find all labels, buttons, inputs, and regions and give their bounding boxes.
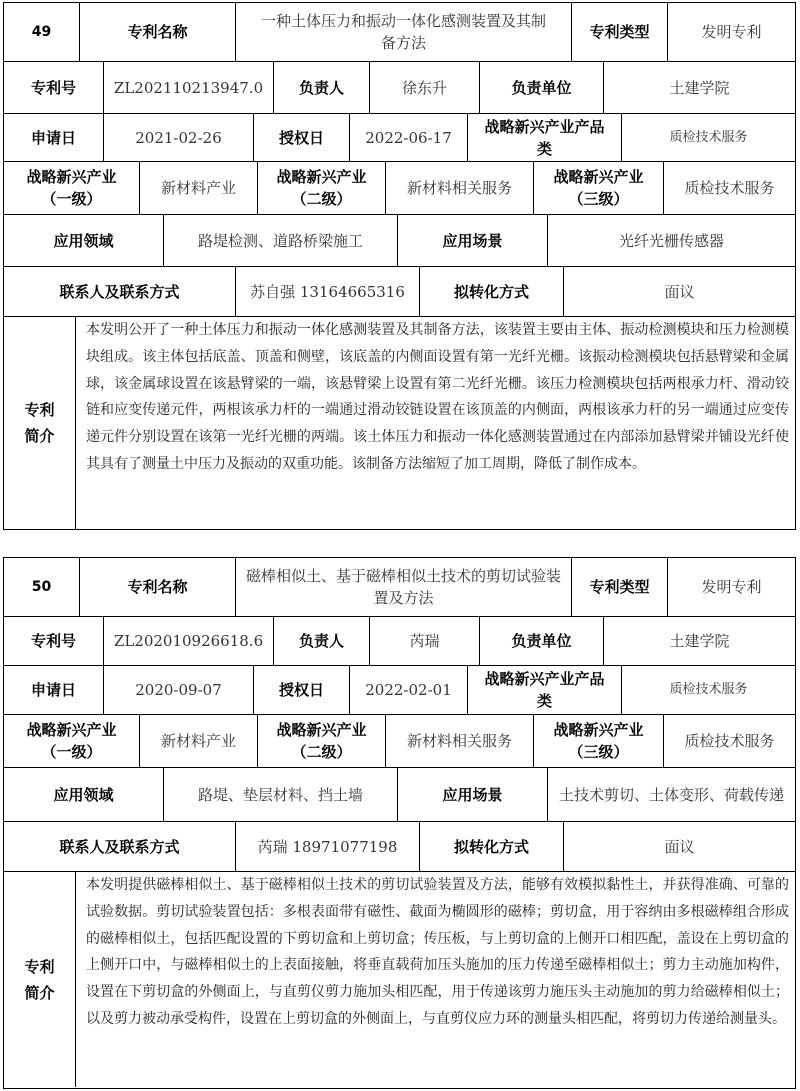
number-label: 专利号 bbox=[4, 617, 104, 665]
industry-product-label: 战略新兴产业产品类 bbox=[468, 666, 622, 714]
number-label: 专利号 bbox=[4, 62, 104, 113]
industry-l1-label-a: 战略新兴产业 bbox=[26, 168, 117, 186]
industry-l3-label bbox=[534, 715, 664, 767]
patent-name: 一种土体压力和振动一体化感测装置及其制备方法 bbox=[236, 3, 572, 61]
contact-info: 苏自强 13164665316 bbox=[236, 267, 420, 316]
patent-owner: 徐东升 bbox=[370, 62, 480, 113]
intro-label-b: 简介 bbox=[24, 427, 55, 445]
industry-l2: 新材料相关服务 bbox=[386, 715, 534, 767]
industry-l1: 新材料产业 bbox=[140, 715, 258, 767]
type-label: 专利类型 bbox=[572, 558, 668, 616]
name-label: 专利名称 bbox=[80, 558, 236, 616]
scene-label: 应用场景 bbox=[398, 215, 548, 266]
grant-date-label: 授权日 bbox=[254, 666, 350, 714]
patent-number: ZL202110213947.0 bbox=[104, 62, 274, 113]
patent-intro: 本发明公开了一种土体压力和振动一体化感测装置及其制备方法，该装置主要由主体、振动检测模块和压力检测模块组成。该主体包括底盖、顶盖和侧壁，该底盖的内侧面设置有第一光纤光栅。该振动检测模块包括悬臂梁和金属球，该金属球设置在该悬臂梁的一端，该悬臂梁上设置有第二光纤光栅。该压力检测模块包括两根承力杆、滑动铰链和应变传递元件，两根该承力杆的一端通过滑动铰链设置在该顶盖的内侧面，两根该承力杆的另一端通过应变传递元件分别设置在该第一光纤光栅的两端。该土体压力和振动一体化感测装置通过在内部添加悬臂梁并铺设光纤使其具有了测量土中压力及振动的双重功能。该制备方法缩短了加工周期，降低了制作成本。 bbox=[86, 322, 789, 472]
industry-l3-label-b: （三级） bbox=[568, 743, 629, 761]
grant-date: 2022-06-17 bbox=[350, 114, 468, 161]
industry-l3-label-a: 战略新兴产业 bbox=[553, 168, 644, 186]
transfer-label: 拟转化方式 bbox=[420, 822, 564, 871]
field-row bbox=[4, 768, 795, 822]
industry-product: 质检技术服务 bbox=[669, 129, 748, 145]
number-row bbox=[4, 62, 795, 114]
industry-l2-label-a: 战略新兴产业 bbox=[276, 721, 367, 739]
intro-row bbox=[4, 872, 795, 1087]
apply-date: 2020-09-07 bbox=[104, 666, 254, 714]
field-row bbox=[4, 215, 795, 267]
intro-label-a: 专利 bbox=[24, 957, 55, 976]
contact-label: 联系人及联系方式 bbox=[4, 267, 236, 316]
date-row bbox=[4, 666, 795, 715]
name-label: 专利名称 bbox=[80, 3, 236, 61]
contact-row bbox=[4, 822, 795, 872]
intro-label bbox=[4, 317, 76, 529]
owner-label: 负责人 bbox=[274, 617, 370, 665]
application-field: 路堤检测、道路桥梁施工 bbox=[164, 215, 398, 266]
patent-type: 发明专利 bbox=[701, 578, 762, 596]
scene-label: 应用场景 bbox=[398, 768, 548, 821]
title-row bbox=[4, 558, 795, 617]
industry-l2-label-b: （二级） bbox=[291, 743, 352, 761]
patent-unit: 土建学院 bbox=[669, 632, 730, 650]
apply-date-label: 申请日 bbox=[4, 666, 104, 714]
industry-l3: 质检技术服务 bbox=[684, 732, 775, 750]
unit-label: 负责单位 bbox=[480, 617, 604, 665]
type-label: 专利类型 bbox=[572, 3, 668, 61]
industry-l3: 质检技术服务 bbox=[684, 179, 775, 197]
industry-l2-label bbox=[258, 715, 386, 767]
industry-l1-label bbox=[4, 162, 140, 214]
industry-l1-label bbox=[4, 715, 140, 767]
industry-product: 质检技术服务 bbox=[669, 682, 748, 697]
field-label: 应用领域 bbox=[4, 215, 164, 266]
patent-card-50 bbox=[3, 557, 796, 1089]
industry-row bbox=[4, 715, 795, 768]
transfer-method: 面议 bbox=[664, 837, 695, 856]
application-scene: 土技术剪切、土体变形、荷载传递 bbox=[558, 785, 784, 804]
industry-l1-label-a: 战略新兴产业 bbox=[26, 721, 117, 739]
industry-l3-label-a: 战略新兴产业 bbox=[553, 721, 644, 739]
transfer-label: 拟转化方式 bbox=[420, 267, 564, 316]
industry-l1-label-b: （一级） bbox=[41, 190, 102, 208]
intro-label-b: 简介 bbox=[24, 983, 55, 1002]
industry-row bbox=[4, 162, 795, 215]
industry-l1-label-b: （一级） bbox=[41, 743, 102, 761]
industry-l3-label bbox=[534, 162, 664, 214]
patent-index: 50 bbox=[4, 558, 80, 616]
patent-number: ZL202010926618.6 bbox=[104, 617, 274, 665]
apply-date-label: 申请日 bbox=[4, 114, 104, 161]
patent-index: 49 bbox=[4, 3, 80, 61]
industry-l2-label bbox=[258, 162, 386, 214]
industry-l2-label-b: （二级） bbox=[291, 190, 352, 208]
owner-label: 负责人 bbox=[274, 62, 370, 113]
industry-l3-label-b: （三级） bbox=[568, 190, 629, 208]
contact-info: 芮瑞 18971077198 bbox=[236, 822, 420, 871]
application-scene: 光纤光栅传感器 bbox=[618, 231, 724, 250]
industry-product-label: 战略新兴产业产品类 bbox=[468, 114, 622, 161]
field-label: 应用领域 bbox=[4, 768, 164, 821]
patent-intro: 本发明提供磁棒相似土、基于磁棒相似土技术的剪切试验装置及方法，能够有效模拟黏性土，并获得准确、可靠的试验数据。剪切试验装置包括：多根表面带有磁性、截面为椭圆形的磁棒；剪切盒，用于容纳由多根磁棒组合形成的磁棒相似土，包括匹配设置的下剪切盒和上剪切盒；传压板，与上剪切盒的上侧开口相匹配，盖设在上剪切盒的上侧开口中，与磁棒相似土的上表面接触，将垂直载荷加压头施加的压力传递至磁棒相似土；剪力主动施加构件，设置在下剪切盒的外侧面上，与直剪仪剪力施加头相匹配，用于传递该剪力施压头主动施加的剪力给磁棒相似土；以及剪力被动承受构件，设置在上剪切盒的外侧面上，与直剪仪应力环的测量头相匹配，将剪切力传递给测量头。 bbox=[86, 877, 789, 1027]
unit-label: 负责单位 bbox=[480, 62, 604, 113]
grant-date: 2022-02-01 bbox=[350, 666, 468, 714]
patent-name: 磁棒相似土、基于磁棒相似土技术的剪切试验装置及方法 bbox=[236, 558, 572, 616]
patent-type: 发明专利 bbox=[701, 23, 762, 41]
date-row bbox=[4, 114, 795, 162]
number-row bbox=[4, 617, 795, 666]
contact-row bbox=[4, 267, 795, 317]
industry-l2-label-a: 战略新兴产业 bbox=[276, 168, 367, 186]
intro-label bbox=[4, 872, 76, 1087]
contact-label: 联系人及联系方式 bbox=[4, 822, 236, 871]
transfer-method: 面议 bbox=[664, 282, 695, 301]
patent-card-49 bbox=[3, 2, 796, 530]
title-row bbox=[4, 3, 795, 62]
application-field: 路堤、垫层材料、挡土墙 bbox=[164, 768, 398, 821]
industry-l2: 新材料相关服务 bbox=[386, 162, 534, 214]
intro-row bbox=[4, 317, 795, 529]
grant-date-label: 授权日 bbox=[254, 114, 350, 161]
patent-unit: 土建学院 bbox=[669, 78, 730, 97]
patent-owner: 芮瑞 bbox=[370, 617, 480, 665]
apply-date: 2021-02-26 bbox=[104, 114, 254, 161]
intro-label-a: 专利 bbox=[24, 401, 55, 419]
industry-l1: 新材料产业 bbox=[140, 162, 258, 214]
